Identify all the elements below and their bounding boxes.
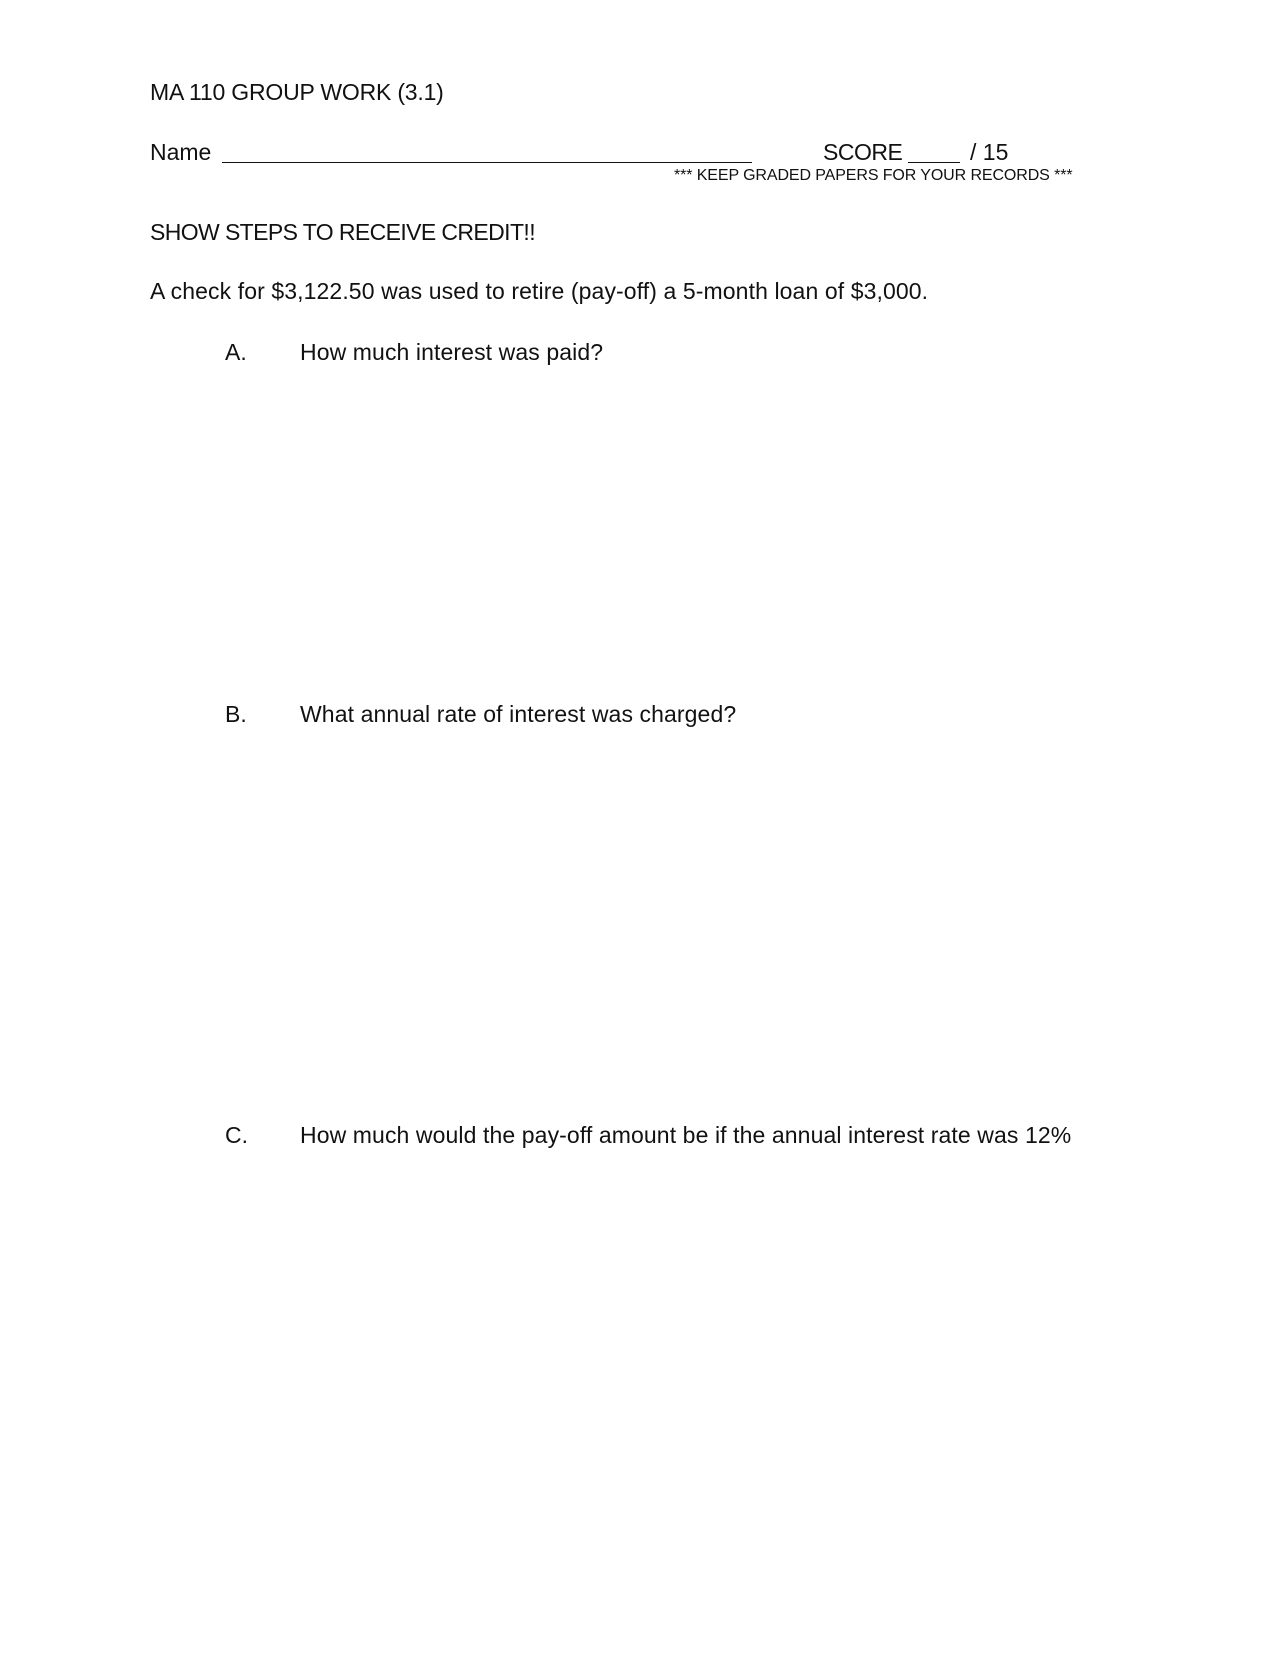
- score-field[interactable]: [908, 162, 960, 163]
- records-note: *** KEEP GRADED PAPERS FOR YOUR RECORDS ***: [674, 167, 1073, 184]
- question-c-text: How much would the pay-off amount be if the annual interest rate was 12%: [300, 1122, 1072, 1148]
- name-field[interactable]: [222, 162, 752, 163]
- question-c-letter: C.: [225, 1122, 248, 1148]
- question-a-letter: A.: [225, 339, 247, 365]
- question-a-text: How much interest was paid?: [300, 339, 604, 365]
- name-label: Name: [150, 139, 212, 165]
- problem-statement: A check for $3,122.50 was used to retire (pay-off) a 5-month loan of $3,000.: [150, 278, 929, 304]
- instructions: SHOW STEPS TO RECEIVE CREDIT!!: [150, 219, 535, 245]
- score-total: / 15: [970, 139, 1009, 165]
- score-label: SCORE: [823, 139, 903, 165]
- question-b-letter: B.: [225, 701, 247, 727]
- question-b-text: What annual rate of interest was charged?: [300, 701, 737, 727]
- worksheet-title: MA 110 GROUP WORK (3.1): [150, 79, 444, 105]
